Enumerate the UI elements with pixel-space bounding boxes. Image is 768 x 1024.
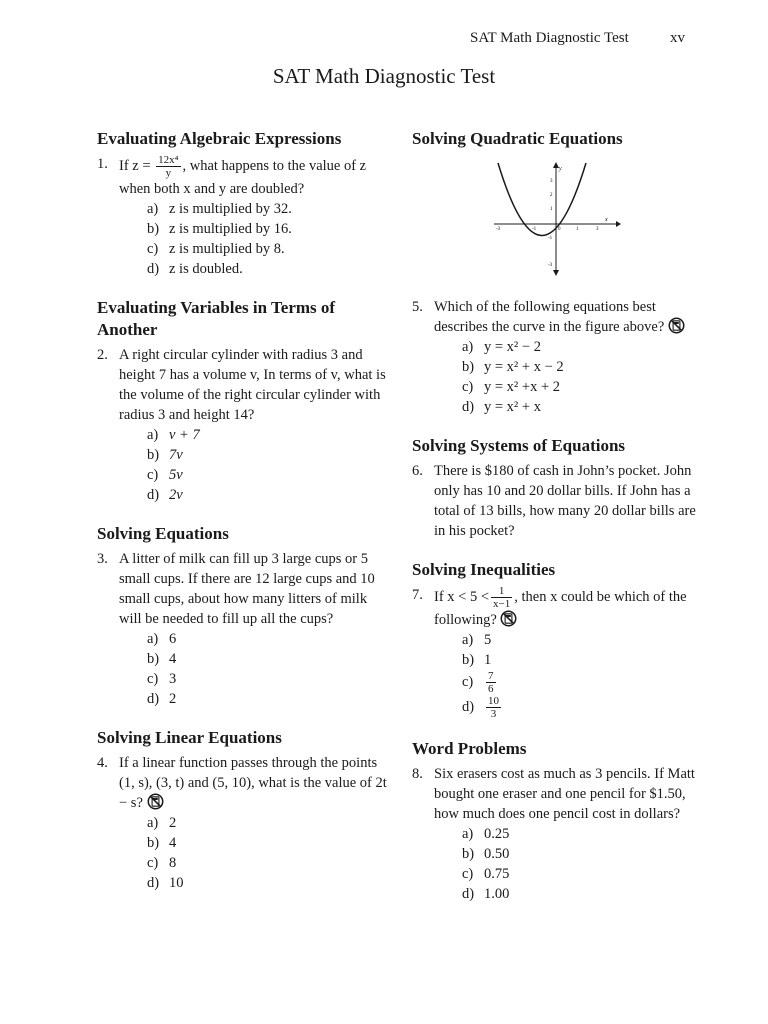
section-algebraic-expressions — [97, 128, 387, 279]
choice-text: z is doubled. — [169, 261, 243, 277]
choice-a[interactable] — [147, 629, 387, 649]
choice-text: 4 — [169, 835, 177, 851]
question-3 — [97, 549, 387, 709]
choice-label: b) — [462, 359, 475, 375]
question-number: 4. — [97, 755, 108, 771]
choice-label: d) — [462, 698, 475, 715]
section-variables — [97, 297, 387, 505]
choice-d[interactable] — [462, 884, 702, 904]
choice-b[interactable] — [147, 445, 387, 465]
fraction-denominator: x−1 — [493, 598, 511, 610]
choice-c[interactable] — [147, 465, 387, 485]
x-tick-label: -1 — [532, 227, 537, 232]
no-calculator-icon — [500, 610, 517, 627]
y-tick-label: -1 — [548, 236, 553, 241]
choice-b[interactable] — [462, 357, 702, 377]
choice-label: c) — [462, 673, 474, 690]
question-7 — [412, 585, 702, 720]
choice-b[interactable] — [462, 844, 702, 864]
fraction-denominator: 6 — [488, 683, 494, 695]
choice-a[interactable] — [147, 199, 387, 219]
section-heading: Word Problems — [412, 739, 527, 758]
choice-text: 2 — [169, 691, 177, 707]
section-heading: Solving Linear Equations — [97, 728, 282, 747]
question-5 — [412, 297, 702, 417]
fraction-numerator: 1 — [491, 585, 512, 598]
choice-label: d) — [147, 691, 160, 707]
question-1 — [97, 154, 387, 279]
y-tick-label: 3 — [550, 179, 553, 184]
choice-text: 1.00 — [484, 886, 510, 902]
question-text: If a linear function passes through the points (1, s), (3, t) and (5, 10), what is the value of 2t − s? — [119, 755, 387, 811]
choice-label: d) — [147, 487, 160, 503]
section-linear-equations — [97, 727, 387, 893]
question-number: 3. — [97, 551, 108, 567]
choice-text: y = x² + x − 2 — [484, 359, 564, 375]
no-calculator-icon — [147, 793, 164, 810]
section-heading: Evaluating Algebraic Expressions — [97, 129, 342, 148]
question-number: 8. — [412, 766, 423, 782]
x-tick-label: -3 — [496, 227, 501, 232]
choice-b[interactable] — [462, 650, 702, 670]
section-solving-equations — [97, 523, 387, 709]
x-axis-arrow — [616, 221, 621, 227]
choice-label: d) — [147, 875, 160, 891]
choice-label: a) — [147, 815, 159, 831]
fraction-numerator: 7 — [488, 670, 494, 682]
choice-text: 0.25 — [484, 826, 510, 842]
choice-a[interactable] — [147, 425, 387, 445]
choice-label: d) — [462, 886, 475, 902]
choice-text: 7v — [169, 447, 183, 463]
fraction-numerator: 10 — [488, 695, 499, 707]
choice-c[interactable] — [462, 670, 702, 695]
question-number: 1. — [97, 156, 108, 172]
choice-label: c) — [147, 467, 159, 483]
question-number: 2. — [97, 347, 108, 363]
left-column — [97, 128, 387, 911]
choice-label: b) — [462, 846, 475, 862]
choice-text: 2 — [169, 815, 177, 831]
question-text: There is $180 of cash in John’s pocket. John only has 10 and 20 dollar bills. If John has a total of 13 bills, how many 20 dollar bills are in his pocket? — [434, 463, 696, 539]
answer-choices — [119, 199, 387, 279]
choice-label: a) — [147, 631, 159, 647]
choice-text: v + 7 — [169, 427, 200, 443]
answer-choices — [434, 630, 702, 720]
choice-label: b) — [147, 651, 160, 667]
section-heading: Evaluating Variables in Terms of Another — [97, 298, 336, 339]
x-tick-label: 3 — [596, 227, 599, 232]
choice-text: 5v — [169, 467, 183, 483]
choice-text: y = x² +x + 2 — [484, 379, 561, 395]
choice-text: 1 — [484, 652, 492, 668]
choice-text: 4 — [169, 651, 177, 667]
question-text-pre: If z = — [119, 157, 155, 174]
choice-c[interactable] — [147, 239, 387, 259]
choice-d[interactable] — [147, 259, 387, 279]
choice-label: d) — [462, 399, 475, 415]
fraction-denominator: y — [165, 167, 172, 179]
question-text-pre: If x < 5 < — [434, 588, 490, 605]
answer-choices — [434, 337, 702, 417]
choice-label: b) — [147, 221, 160, 237]
choice-a[interactable] — [462, 824, 702, 844]
choice-text: 6 — [169, 631, 177, 647]
page-number: xv — [670, 30, 685, 46]
fraction — [156, 154, 180, 179]
y-axis-arrow-bottom — [553, 270, 559, 276]
choice-c[interactable] — [147, 669, 387, 689]
question-6 — [412, 461, 702, 541]
fraction-denominator: 3 — [490, 708, 497, 720]
question-8 — [412, 764, 702, 904]
y-tick-label: 1 — [550, 207, 553, 212]
choice-label: b) — [462, 652, 475, 668]
question-4 — [97, 753, 387, 893]
choice-label: d) — [147, 261, 160, 277]
choice-b[interactable] — [147, 833, 387, 853]
choice-d[interactable] — [462, 397, 702, 417]
running-header — [0, 30, 768, 50]
choice-text: z is multiplied by 32. — [169, 201, 292, 217]
question-number: 6. — [412, 463, 423, 479]
choice-label: a) — [147, 201, 159, 217]
choice-b[interactable] — [147, 219, 387, 239]
choice-b[interactable] — [147, 649, 387, 669]
choice-label: a) — [147, 427, 159, 443]
x-tick-label: 0 — [558, 227, 561, 232]
choice-text: 5 — [484, 632, 492, 648]
section-quadratic-equations — [412, 128, 702, 417]
choice-text: 8 — [169, 855, 177, 871]
question-text: Six erasers cost as much as 3 pencils. If Matt bought one eraser and one pencil for $1.50, how much does one pencil cost in dollars? — [434, 766, 695, 822]
section-heading: Solving Systems of Equations — [412, 436, 626, 455]
choice-text: y = x² − 2 — [484, 339, 541, 355]
no-calculator-icon — [668, 317, 685, 334]
section-systems-of-equations — [412, 435, 702, 541]
section-word-problems — [412, 738, 702, 904]
choice-text: 0.50 — [484, 846, 510, 862]
answer-choices — [119, 425, 387, 505]
choice-a[interactable] — [462, 337, 702, 357]
choice-c[interactable] — [462, 864, 702, 884]
x-tick-label: 1 — [576, 227, 579, 232]
choice-text: 3 — [169, 671, 177, 687]
choice-d[interactable] — [462, 695, 702, 720]
choice-label: c) — [462, 866, 474, 882]
choice-label: c) — [462, 379, 474, 395]
answer-choices — [119, 629, 387, 709]
answer-choices — [434, 824, 702, 904]
section-inequalities — [412, 559, 702, 720]
choice-d[interactable] — [147, 873, 387, 893]
question-text: A litter of milk can fill up 3 large cups or 5 small cups. If there are 12 large cups and 10 small cups, about how many litters of milk will be needed to fill up all the cups? — [119, 551, 375, 627]
question-text-post: , then x could be which of the following? — [434, 588, 687, 628]
question-text: Which of the following equations best describes the curve in the figure above? — [434, 299, 665, 335]
right-column — [412, 128, 702, 922]
section-heading: Solving Quadratic Equations — [412, 129, 623, 148]
section-heading: Solving Inequalities — [412, 560, 556, 579]
question-text-post: , what happens to the value of z when both x and y are doubled? — [119, 157, 367, 197]
choice-label: b) — [147, 447, 160, 463]
choice-text: z is multiplied by 16. — [169, 221, 292, 237]
page-title: SAT Math Diagnostic Test — [272, 64, 496, 88]
choice-label: a) — [462, 826, 474, 842]
choice-label: a) — [462, 632, 474, 648]
choice-d[interactable] — [147, 485, 387, 505]
choice-c[interactable] — [147, 853, 387, 873]
choice-label: c) — [147, 855, 159, 871]
choice-fraction — [486, 695, 501, 720]
parabola-curve — [498, 163, 586, 236]
x-axis-label: x — [605, 217, 608, 223]
question-number: 5. — [412, 299, 423, 315]
choice-text: 10 — [169, 875, 184, 891]
fraction-numerator: 12x⁴ — [158, 154, 179, 166]
running-title: SAT Math Diagnostic Test — [470, 30, 629, 46]
choice-fraction — [486, 670, 496, 695]
choice-label: c) — [147, 671, 159, 687]
section-heading: Solving Equations — [97, 524, 229, 543]
choice-a[interactable] — [462, 630, 702, 650]
choice-text: y = x² + x — [484, 399, 541, 415]
choice-text: 2v — [169, 487, 183, 503]
choice-label: b) — [147, 835, 160, 851]
question-text: A right circular cylinder with radius 3 and height 7 has a volume v, In terms of v, what is the volume of the right circular cylinder with radius 3 and height 14? — [119, 347, 386, 423]
choice-label: c) — [147, 241, 159, 257]
y-axis-label: y — [559, 166, 562, 172]
fraction — [491, 585, 512, 610]
choice-text: z is multiplied by 8. — [169, 241, 285, 257]
parabola-graph — [484, 160, 624, 280]
question-number: 7. — [412, 587, 423, 603]
y-tick-label: -3 — [548, 263, 553, 268]
question-2 — [97, 345, 387, 505]
choice-label: a) — [462, 339, 474, 355]
answer-choices — [119, 813, 387, 893]
choice-a[interactable] — [147, 813, 387, 833]
choice-c[interactable] — [462, 377, 702, 397]
y-tick-label: 2 — [550, 193, 553, 198]
choice-d[interactable] — [147, 689, 387, 709]
choice-text: 0.75 — [484, 866, 510, 882]
